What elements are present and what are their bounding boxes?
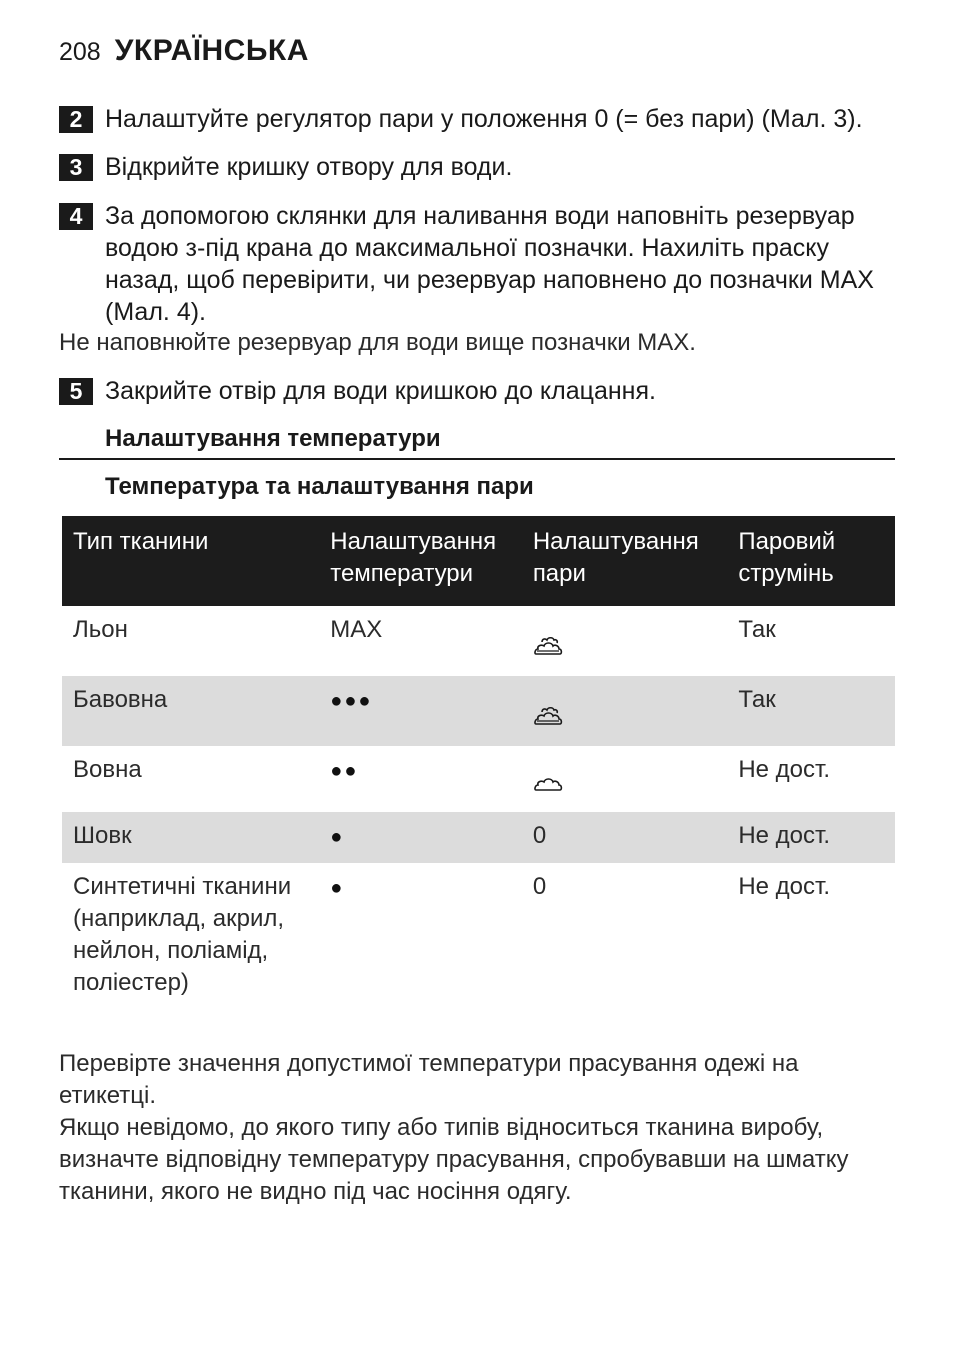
step-text: Відкрийте кришку отвору для води. — [105, 153, 513, 181]
steam-cell: 0 — [532, 873, 547, 900]
header-steam: Налаштування пари — [522, 516, 728, 606]
fabric-cell: Бавовна — [62, 676, 319, 746]
step-4 — [59, 200, 898, 328]
language-title: УКРАЇНСЬКА — [114, 34, 309, 67]
header-fabric-type: Тип тканини — [62, 516, 319, 606]
steam-shot-cell: Не дост. — [738, 873, 831, 900]
steam-cell — [522, 676, 728, 746]
temperature-dots: ● — [330, 877, 345, 899]
double-steam-icon — [533, 634, 563, 656]
step-text: За допомогою склянки для наливання води наповніть резервуар водою з-під крана до максимальної позначки. Нахиліть праску назад, щоб перевірити, чи резервуар наповнено до позначки MAX (Мал. 4). — [105, 202, 874, 326]
steam-cell — [522, 606, 728, 676]
max-fill-note: Не наповнюйте резервуар для води вище позначки MAX. — [59, 329, 696, 356]
temperature-dots: ●● — [330, 760, 359, 782]
temperature-cell — [319, 863, 522, 1019]
footer-paragraph-2: Якщо невідомо, до якого типу або типів відноситься тканина виробу, визначте відповідну температуру прасування, спробувавши на шматку тканини, якого не видно під час носіння одягу. — [59, 1114, 849, 1205]
fabric-cell: Шовк — [62, 812, 319, 863]
steam-shot-cell: Не дост. — [738, 756, 831, 783]
steam-shot-cell: Так — [727, 676, 895, 746]
double-steam-icon — [533, 704, 563, 726]
fabric-cell: Льон — [73, 616, 128, 643]
fabric-cell: Синтетичні тканини (наприклад, акрил, нейлон, поліамід, поліестер) — [73, 873, 292, 996]
header-steam-shot: Паровий струмінь — [727, 516, 895, 606]
section-heading: Налаштування температури — [105, 425, 441, 452]
step-number-badge: 4 — [59, 203, 93, 230]
step-number-badge: 2 — [59, 106, 93, 133]
page-number: 208 — [59, 38, 101, 66]
steam-cell — [522, 746, 728, 812]
steam-shot-cell: Не дост. — [727, 812, 895, 863]
table-row — [62, 863, 895, 1019]
step-text: Налаштуйте регулятор пари у положення 0 (= без пари) (Мал. 3). — [105, 105, 863, 133]
table-row — [62, 606, 895, 676]
section-divider — [59, 458, 895, 460]
step-number-badge: 5 — [59, 378, 93, 405]
table-row — [62, 676, 895, 746]
single-steam-icon — [533, 774, 563, 792]
temperature-dots: ● — [330, 826, 345, 848]
temperature-cell — [319, 746, 522, 812]
page-header — [59, 34, 309, 68]
step-3 — [59, 151, 898, 183]
table-row — [62, 812, 895, 863]
temperature-table — [62, 516, 895, 1019]
footer-paragraph-1: Перевірте значення допустимої температури прасування одежі на етикетці. — [59, 1050, 799, 1109]
header-temperature: Налаштування температури — [319, 516, 522, 606]
step-number-badge: 3 — [59, 154, 93, 181]
step-text: Закрийте отвір для води кришкою до клацання. — [105, 377, 656, 405]
table-header-row — [62, 516, 895, 606]
steam-cell: 0 — [522, 812, 728, 863]
temperature-dots: ●●● — [330, 690, 373, 712]
table-row — [62, 746, 895, 812]
fabric-cell: Вовна — [73, 756, 142, 783]
table-heading: Температура та налаштування пари — [105, 473, 534, 500]
steam-shot-cell: Так — [738, 616, 776, 643]
temperature-cell — [319, 676, 522, 746]
step-2 — [59, 103, 898, 135]
temperature-cell: MAX — [330, 616, 383, 643]
step-5 — [59, 375, 898, 407]
temperature-cell — [319, 812, 522, 863]
